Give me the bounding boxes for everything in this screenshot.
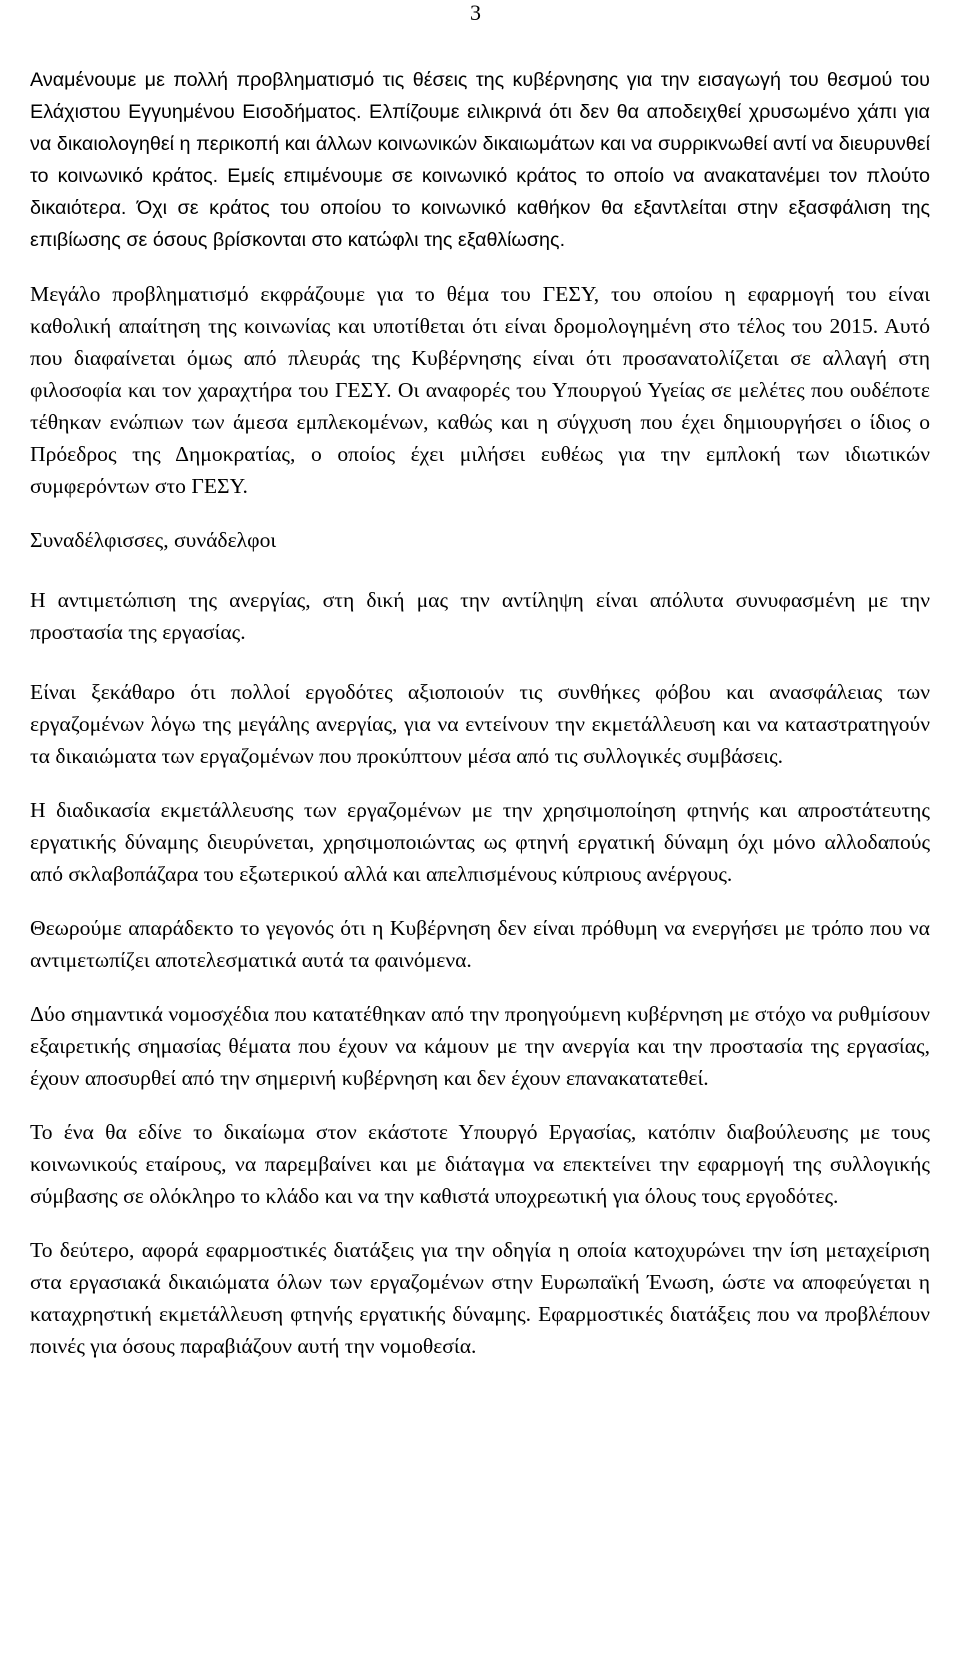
paragraph-first-bill: Το ένα θα εδίνε το δικαίωμα στον εκάστοτε Υπουργό Εργασίας, κατόπιν διαβούλευσης με τους κοινωνικούς εταίρους, να παρεμβαίνει και με διάταγμα να επεκτείνει την εφαρμογή της συλλογικής σύμβασης σε ολόκληρο το κλάδο και να την καθιστά υποχρεωτική για όλους τους εργοδότες. <box>30 1120 930 1208</box>
paragraph-minimum-income: Αναμένουμε με πολλή προβληματισμό τις θέσεις της κυβέρνησης για την εισαγωγή του θεσμού του Ελάχιστου Εγγυημένου Εισοδήματος. Ελπίζουμε ειλικρινά ότι δεν θα αποδειχθεί χρυσωμένο χάπι για να δικαιολογηθεί η περικοπή και άλλων κοινωνικών δικαιωμάτων και να συρρικνωθεί αντί να διευρυνθεί το κοινωνικό κράτος. Εμείς επιμένουμε σε κοινωνικό κράτος το οποίο να ανακατανέμει τον πλούτο δικαιότερα. Όχι σε κράτος του οποίου το κοινωνικό καθήκον θα εξαντλείται στην εξασφάλιση της επιβίωσης σε όσους βρίσκονται στο κατώφλι της εξαθλίωσης. <box>30 69 930 251</box>
document-body <box>30 64 930 1384</box>
page-number: 3 <box>470 0 481 25</box>
paragraph-bills: Δύο σημαντικά νομοσχέδια που κατατέθηκαν από την προηγούμενη κυβέρνηση με στόχο να ρυθμίσουν εξαιρετικής σημασίας θέματα που έχουν να κάμουν με την ανεργία και την προστασία της εργασίας, έχουν αποσυρθεί από την σημερινή κυβέρνηση και δεν έχουν επανακατατεθεί. <box>30 1002 930 1090</box>
paragraph-unemployment: Η αντιμετώπιση της ανεργίας, στη δική μας την αντίληψη είναι απόλυτα συνυφασμένη με την προστασία της εργασίας. <box>30 588 930 644</box>
document-page <box>30 0 930 1660</box>
paragraph-second-bill: Το δεύτερο, αφορά εφαρμοστικές διατάξεις για την οδηγία η οποία κατοχυρώνει την ίση μεταχείριση στα εργασιακά δικαιώματα όλων των εργαζομένων στην Ευρωπαϊκή Ένωση, ώστε να αποφεύγεται η καταχρηστική εκμετάλλευση φτηνής εργατικής δύναμης. Εφαρμοστικές διατάξεις που να προβλέπουν ποινές για όσους παραβιάζουν αυτή την νομοθεσία. <box>30 1238 930 1358</box>
paragraph-employers: Είναι ξεκάθαρο ότι πολλοί εργοδότες αξιοποιούν τις συνθήκες φόβου και ανασφάλειας των εργαζομένων λόγω της μεγάλης ανεργίας, για να εντείνουν την εκμετάλλευση και να καταστρατηγούν τα δικαιώματα των εργαζομένων που προκύπτουν μέσα από τις συλλογικές συμβάσεις. <box>30 680 930 768</box>
paragraph-greeting: Συναδέλφισσες, συνάδελφοι <box>30 528 277 552</box>
paragraph-gesy: Μεγάλο προβληματισμό εκφράζουμε για το θέμα του ΓΕΣΥ, του οποίου η εφαρμογή του είναι καθολική απαίτηση της κοινωνίας και υποτίθεται ότι είναι δρομολογημένη στο τέλος του 2015. Αυτό που διαφαίνεται όμως από πλευράς της Κυβέρνησης είναι ότι προσανατολίζεται σε αλλαγή στη φιλοσοφία και τον χαραχτήρα του ΓΕΣΥ. Οι αναφορές του Υπουργού Υγείας σε μελέτες που ουδέποτε τέθηκαν ενώπιων των άμεσα εμπλεκομένων, καθώς και η σύγχυση που έχει δημιουργήσει ο ίδιος ο Πρόεδρος της Δημοκρατίας, ο οποίος έχει μιλήσει ευθέως για την εμπλοκή των ιδιωτικών συμφερόντων στο ΓΕΣΥ. <box>30 282 930 498</box>
paragraph-exploitation: Η διαδικασία εκμετάλλευσης των εργαζομένων με την χρησιμοποίηση φτηνής και απροστάτευτης εργατικής δύναμης διευρύνεται, χρησιμοποιώντας ως φτηνή εργατική δύναμη όχι μόνο αλλοδαπούς από σκλαβοπάζαρα του εξωτερικού αλλά και απελπισμένους κύπριους ανέργους. <box>30 798 930 886</box>
paragraph-government: Θεωρούμε απαράδεκτο το γεγονός ότι η Κυβέρνηση δεν είναι πρόθυμη να ενεργήσει με τρόπο που να αντιμετωπίζει αποτελεσματικά αυτά τα φαινόμενα. <box>30 916 930 972</box>
